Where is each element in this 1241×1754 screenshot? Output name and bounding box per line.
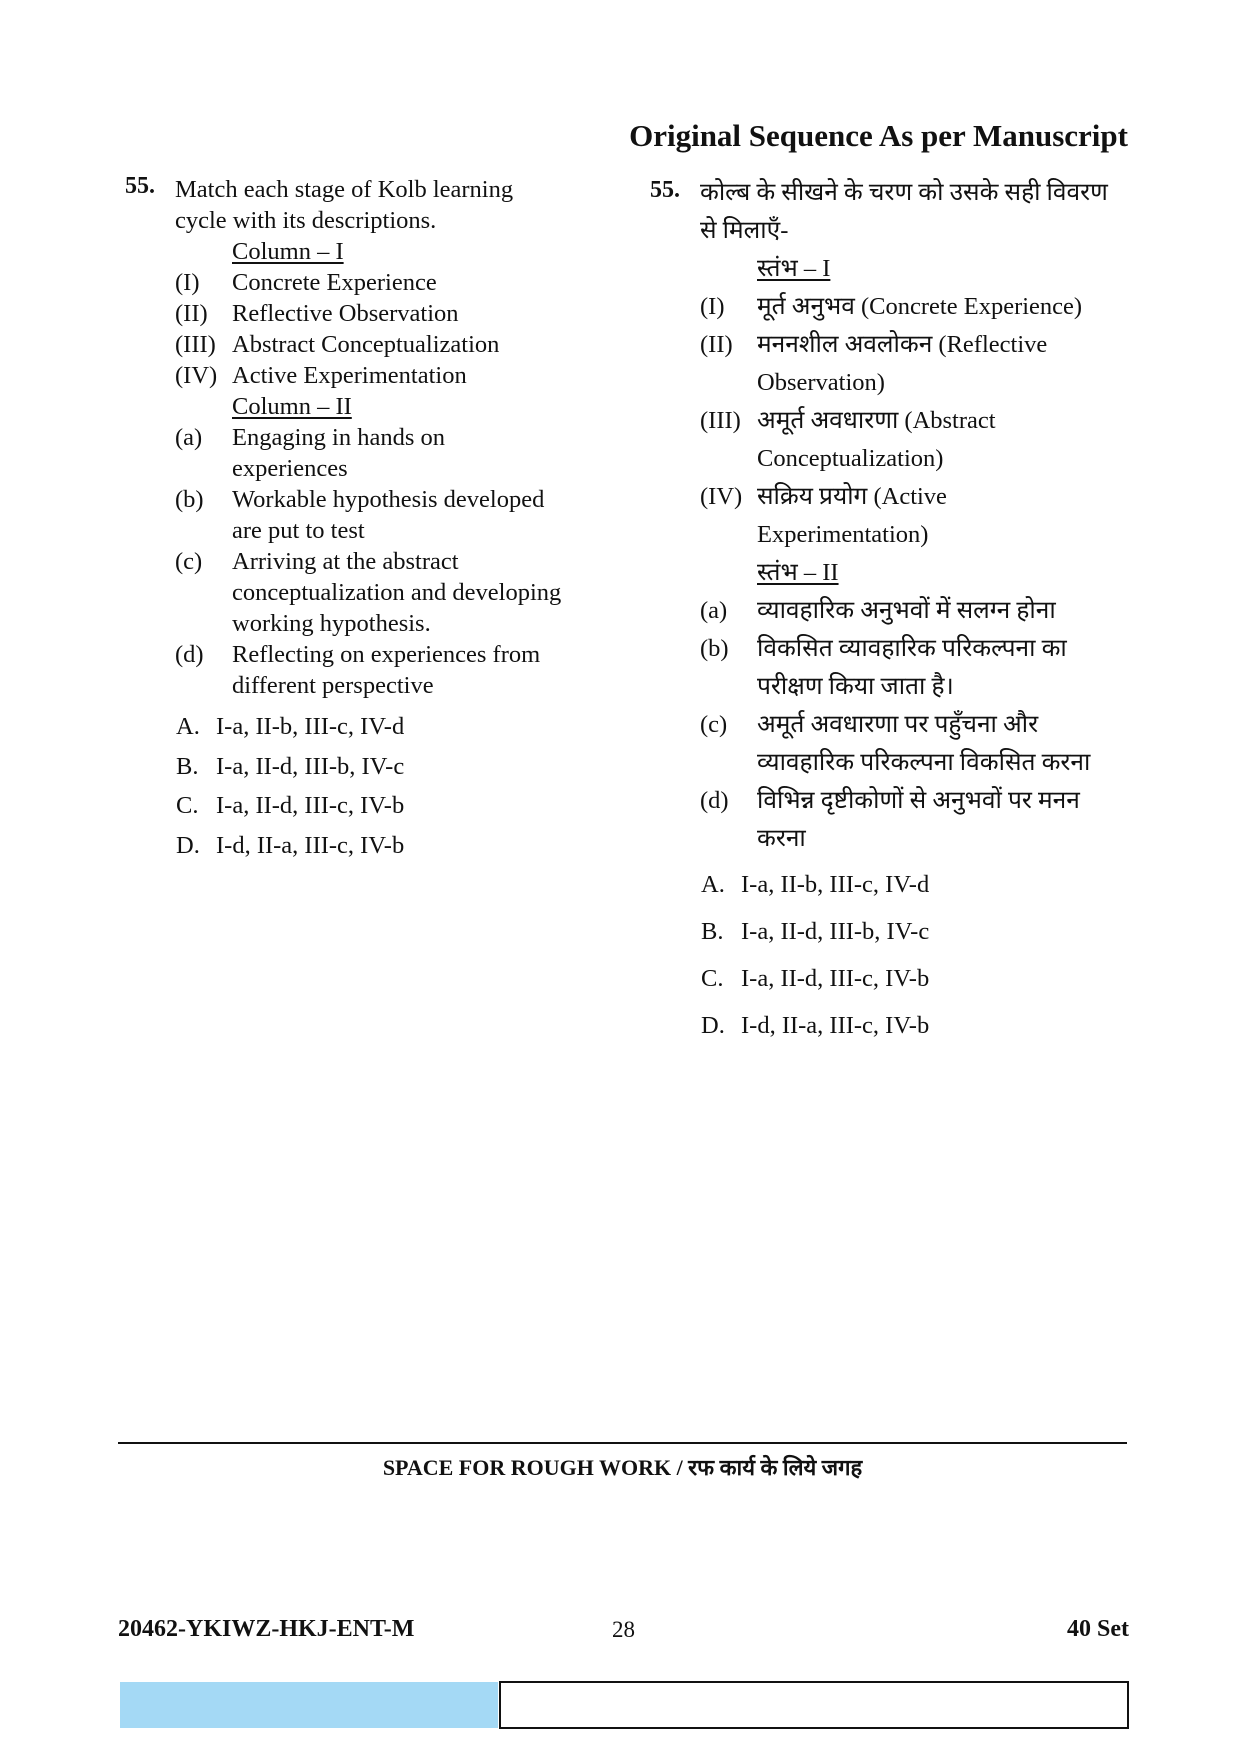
option-text: I-a, II-d, III-c, IV-b: [216, 792, 405, 819]
question-number: 55.: [125, 173, 155, 199]
answer-option[interactable]: [125, 790, 615, 830]
question-english: [125, 174, 615, 869]
option-text: I-d, II-a, III-c, IV-b: [216, 831, 405, 859]
item-label: (IV): [700, 483, 743, 510]
answer-option[interactable]: [125, 751, 615, 791]
column-2-item: (c) अमूर्त अवधारणा पर पहुँचना और व्यावहारिक परिकल्पना विकसित करना: [650, 706, 1130, 782]
column-1-item: (II) मननशील अवलोकन (Reflective Observation): [650, 326, 1130, 402]
answer-options: [125, 711, 615, 869]
column-1-item: (III) अमूर्त अवधारणा (Abstract Conceptualization): [650, 402, 1130, 478]
column-1-item: (II) Reflective Observation: [175, 300, 459, 327]
column-1-item: (IV) सक्रिय प्रयोग (Active Experimentation): [650, 478, 1130, 554]
answer-option[interactable]: [650, 866, 1130, 913]
question-line: Match each stage of Kolb learning: [175, 176, 514, 203]
option-text: I-a, II-b, III-c, IV-d: [741, 871, 930, 898]
option-text: I-a, II-d, III-c, IV-b: [741, 965, 930, 992]
page-number: 28: [612, 1617, 635, 1642]
item-label: (d): [700, 787, 729, 814]
column-1-item: (IV) Active Experimentation: [175, 362, 467, 389]
item-label: (I): [700, 293, 725, 320]
item-label: (I): [175, 269, 200, 296]
answer-option[interactable]: [650, 960, 1130, 1007]
item-label: (d): [175, 641, 204, 668]
footer-empty-box: [499, 1681, 1129, 1729]
column-2-item: (b) विकसित व्यावहारिक परिकल्पना का परीक्षण किया जाता है।: [650, 630, 1130, 706]
answer-option[interactable]: [650, 913, 1130, 960]
option-label: A.: [176, 713, 200, 740]
item-label: (III): [175, 331, 216, 358]
question-number: 55.: [650, 177, 680, 203]
column-1-item: (I) Concrete Experience: [175, 269, 437, 296]
column-2-item: (d) Reflecting on experiences from different perspective: [175, 641, 541, 699]
column-1-header: स्तंभ – I: [757, 255, 831, 282]
option-label: B.: [701, 918, 724, 945]
item-label: (c): [700, 711, 728, 738]
rough-work-divider: [118, 1442, 1127, 1444]
column-1-header: Column – I: [232, 238, 344, 265]
item-label: (IV): [175, 362, 218, 389]
column-2-header: स्तंभ – II: [757, 559, 839, 586]
answer-option[interactable]: [125, 830, 615, 870]
option-label: C.: [176, 792, 199, 819]
footer-color-bar: [120, 1682, 498, 1728]
option-text: I-d, II-a, III-c, IV-b: [741, 1012, 930, 1039]
answer-options: [650, 866, 1130, 1054]
column-2-item: (b) Workable hypothesis developed are put to test: [175, 486, 545, 544]
column-2-item: (a) व्यावहारिक अनुभवों में सलग्न होना: [650, 592, 1130, 630]
column-2-item: (d) विभिन्न दृष्टीकोणों से अनुभवों पर मनन करना: [650, 782, 1130, 858]
answer-option[interactable]: [650, 1007, 1130, 1054]
question-hindi: [650, 174, 1130, 1054]
option-label: D.: [701, 1012, 725, 1039]
set-label: 40 Set: [1067, 1616, 1129, 1642]
option-text: I-a, II-d, III-b, IV-c: [741, 918, 930, 945]
option-text: I-a, II-b, III-c, IV-d: [216, 713, 405, 740]
item-label: (a): [175, 424, 203, 451]
column-2-header: Column – II: [232, 393, 352, 420]
option-text: I-a, II-d, III-b, IV-c: [216, 752, 405, 780]
option-label: B.: [176, 752, 199, 780]
item-label: (II): [175, 300, 208, 327]
answer-option[interactable]: [125, 711, 615, 751]
item-label: (b): [175, 486, 204, 513]
question-line: cycle with its descriptions.: [175, 207, 437, 234]
rough-work-label: SPACE FOR ROUGH WORK / रफ कार्य के लिये जगह: [382, 1455, 863, 1480]
question-line: कोल्ब के सीखने के चरण को उसके सही विवरण: [700, 179, 1108, 206]
column-1-item: (I) मूर्त अनुभव (Concrete Experience): [650, 288, 1130, 326]
option-label: D.: [176, 831, 200, 859]
item-label: (II): [700, 331, 733, 358]
option-label: C.: [701, 965, 724, 992]
question-stem: [650, 174, 1130, 250]
paper-code: 20462-YKIWZ-HKJ-ENT-M: [118, 1616, 415, 1642]
column-1-item: (III) Abstract Conceptualization: [175, 331, 500, 358]
item-label: (b): [700, 635, 729, 662]
question-line: से मिलाएँ-: [700, 217, 789, 244]
page-title: Original Sequence As per Manuscript: [629, 118, 1128, 153]
item-label: (a): [700, 597, 728, 624]
item-label: (c): [175, 548, 203, 575]
column-2-item: (c) Arriving at the abstract conceptualization and developing working hypothesis.: [175, 548, 562, 637]
question-stem: [125, 174, 615, 236]
option-label: A.: [701, 871, 725, 898]
column-2-item: (a) Engaging in hands on experiences: [175, 424, 445, 482]
item-label: (III): [700, 407, 741, 434]
